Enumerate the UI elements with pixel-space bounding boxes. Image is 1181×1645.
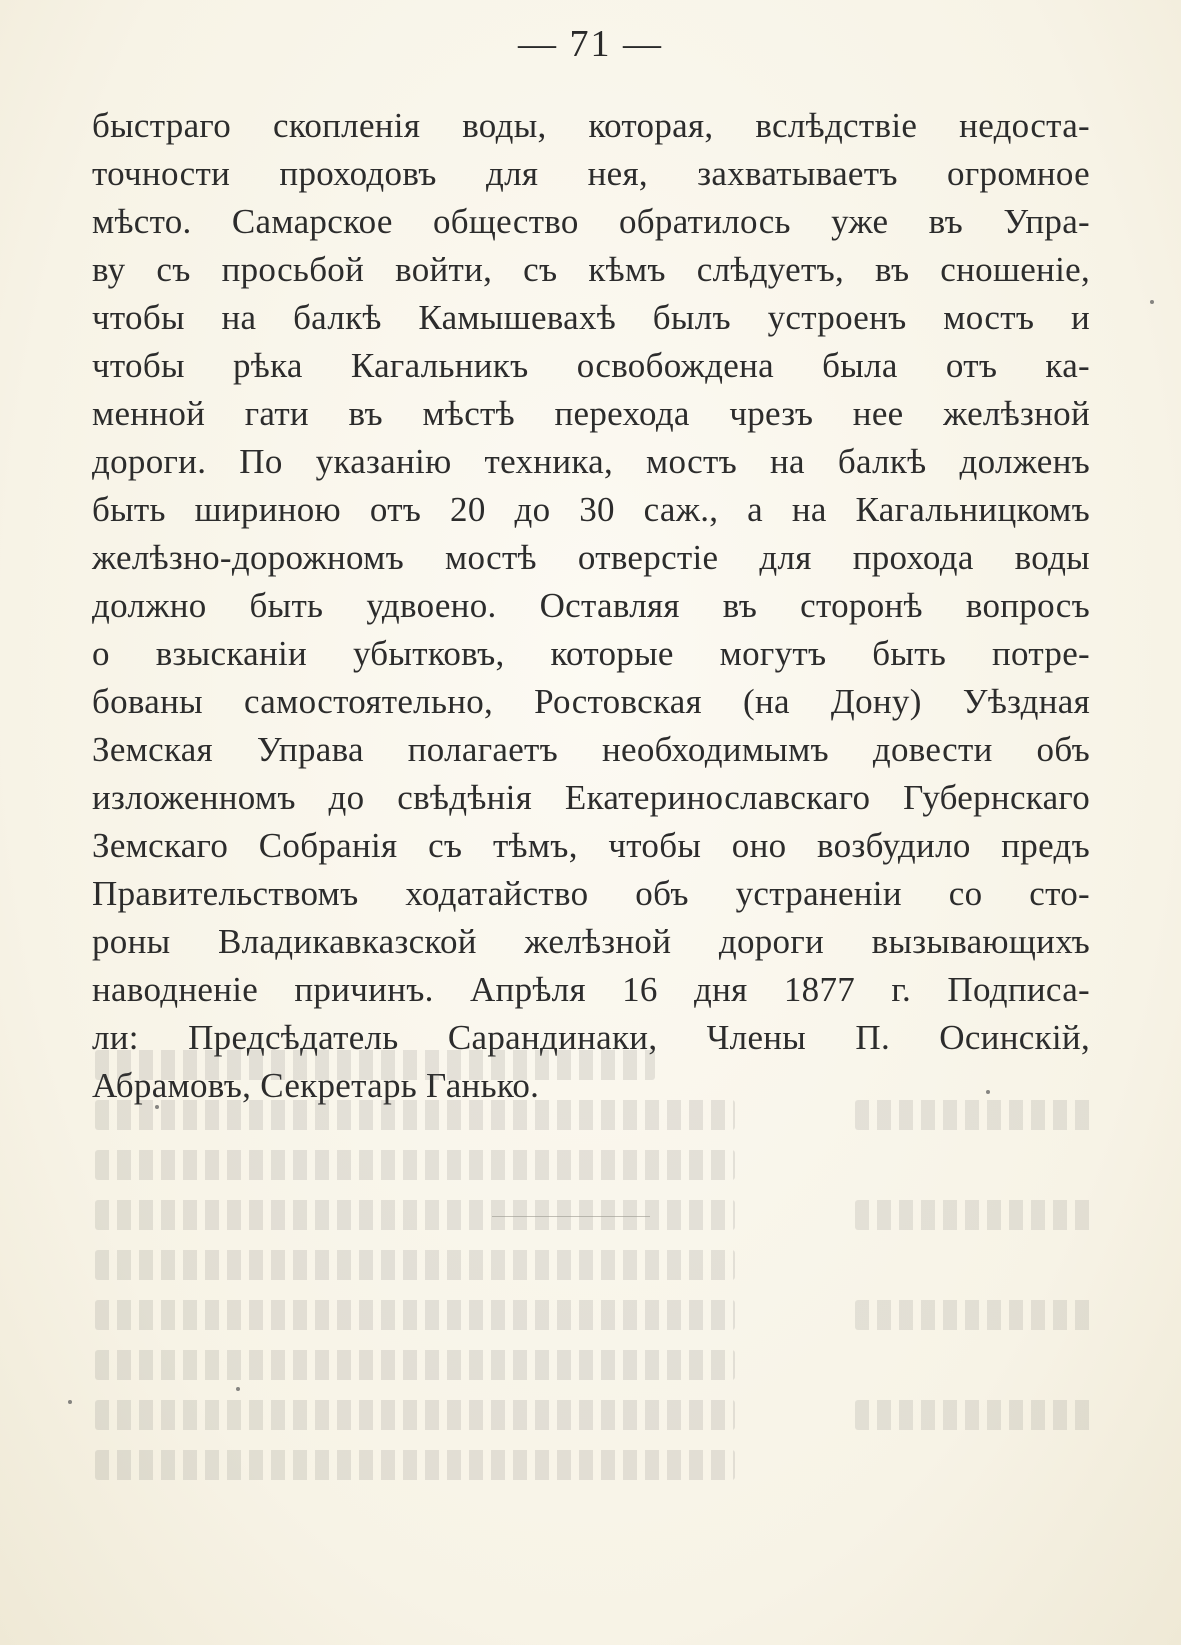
text-line: мѣсто. Самарское общество обратилось уже въ Упра-	[92, 202, 1090, 241]
text-line: роны Владикавказской желѣзной дороги вызывающихъ	[92, 922, 1090, 961]
text-line: Земскаго Собранія съ тѣмъ, чтобы оно возбудило предъ	[92, 826, 1090, 865]
text-line: менной гати въ мѣстѣ перехода чрезъ нее желѣзной	[92, 394, 1090, 433]
section-divider	[492, 1216, 650, 1217]
paper-speck	[236, 1387, 240, 1391]
text-line: точности проходовъ для нея, захватываетъ огромное	[92, 154, 1090, 193]
text-line: дороги. По указанію техника, мостъ на балкѣ долженъ	[92, 442, 1090, 481]
text-line: наводненіе причинъ. Апрѣля 16 дня 1877 г. Подписа-	[92, 970, 1090, 1009]
page-number: — 71 —	[518, 23, 663, 65]
text-line: быстраго скопленія воды, которая, вслѣдствіе недоста-	[92, 106, 1090, 145]
text-line: ли: Предсѣдатель Сарандинаки, Члены П. Осинскій,	[92, 1018, 1090, 1057]
body-text	[92, 102, 1090, 1110]
text-line: бованы самостоятельно, Ростовская (на Дону) Уѣздная	[92, 682, 1090, 721]
paper-speck	[1150, 300, 1154, 304]
bleed-through-reverse	[95, 1050, 1095, 1610]
text-line: желѣзно-дорожномъ мостѣ отверстіе для прохода воды	[92, 538, 1090, 577]
paper-speck	[155, 1105, 159, 1109]
text-line: чтобы на балкѣ Камышевахѣ былъ устроенъ мостъ и	[92, 298, 1090, 337]
text-line: чтобы рѣка Кагальникъ освобождена была отъ ка-	[92, 346, 1090, 385]
text-line: Земская Управа полагаетъ необходимымъ довести объ	[92, 730, 1090, 769]
paper-speck	[986, 1090, 990, 1094]
text-line: изложенномъ до свѣдѣнія Екатеринославскаго Губернскаго	[92, 778, 1090, 817]
text-line: быть шириною отъ 20 до 30 саж., а на Кагальницкомъ	[92, 490, 1090, 529]
paper-speck	[68, 1400, 72, 1404]
text-line: Правительствомъ ходатайство объ устраненіи со сто-	[92, 874, 1090, 913]
text-line: о взысканіи убытковъ, которые могутъ быть потре-	[92, 634, 1090, 673]
text-line: должно быть удвоено. Оставляя въ сторонѣ вопросъ	[92, 586, 1090, 625]
text-line-last: Абрамовъ, Секретарь Ганько.	[92, 1066, 540, 1105]
text-line: ву съ просьбой войти, съ кѣмъ слѣдуетъ, въ сношеніе,	[92, 250, 1090, 289]
